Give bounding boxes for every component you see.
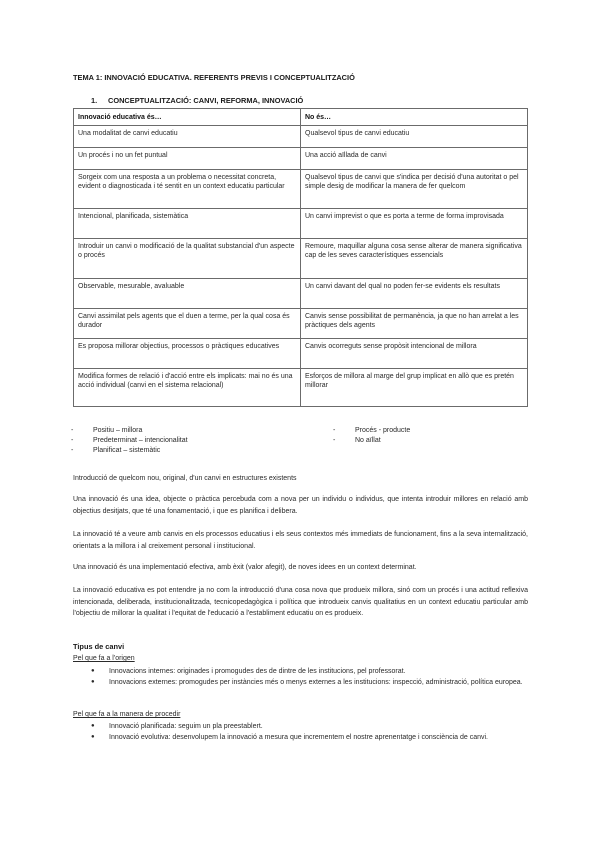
- table-cell: Canvis sense possibilitat de permanència, ja que no han arrelat a les pràctiques dels agents: [301, 309, 528, 339]
- table-header-row: [74, 109, 528, 126]
- table-cell: Observable, mesurable, avaluable: [74, 279, 301, 309]
- table-cell: Intencional, planificada, sistemàtica: [74, 209, 301, 239]
- table-cell: Introduir un canvi o modificació de la qualitat substancial d'un aspecte o procés: [74, 239, 301, 279]
- table-cell: Canvi assimilat pels agents que el duen a terme, per la qual cosa és durador: [74, 309, 301, 339]
- characteristics-right: [335, 426, 410, 446]
- table-cell: Modifica formes de relació i d'acció entre els implicats: mai no és una acció individual (canvi en el sistema relacional): [74, 369, 301, 407]
- table-row: [74, 279, 528, 309]
- table-cell: Qualsevol tipus de canvi educatiu: [301, 126, 528, 148]
- table-row: [74, 309, 528, 339]
- comparison-table: [73, 108, 528, 407]
- table-row: [74, 148, 528, 170]
- tipus-heading: Tipus de canvi: [73, 642, 125, 651]
- list-item: - Procés - producte: [335, 426, 410, 436]
- table-cell: Una modalitat de canvi educatiu: [74, 126, 301, 148]
- paragraph-1: Introducció de quelcom nou, original, d'un canvi en estructures existents: [73, 475, 297, 482]
- manera-list: [91, 721, 528, 743]
- table-row: [74, 170, 528, 209]
- document-title: TEMA 1: INNOVACIÓ EDUCATIVA. REFERENTS PREVIS I CONCEPTUALITZACIÓ: [73, 73, 355, 82]
- manera-subheading: Pel que fa a la manera de procedir: [73, 711, 181, 718]
- table-cell: Qualsevol tipus de canvi que s'indica per decisió d'una autoritat o pel simple desig de modificar la manera de fer quelcom: [301, 170, 528, 209]
- origen-subheading: Pel que fa a l'origen: [73, 655, 135, 662]
- table-header-is: Innovació educativa és…: [74, 109, 301, 126]
- table-cell: Una acció aïllada de canvi: [301, 148, 528, 170]
- list-item: - No aïllat: [335, 436, 410, 446]
- characteristics-left: [73, 426, 188, 456]
- table-cell: Un canvi davant del qual no poden fer-se evidents els resultats: [301, 279, 528, 309]
- bullet-icon: ●: [91, 668, 95, 674]
- origen-list: [91, 666, 528, 688]
- table-cell: Remoure, maquillar alguna cosa sense alterar de manera significativa cap de les seves característiques essencials: [301, 239, 528, 279]
- table-cell: Sorgeix com una resposta a un problema o necessitat concreta, evident o diagnosticada i té sentit en un context educatiu particular: [74, 170, 301, 209]
- table-row: [74, 339, 528, 369]
- table-row: [74, 209, 528, 239]
- list-item: - Predeterminat – intencionalitat: [73, 436, 188, 446]
- table-header-is-not: No és…: [301, 109, 528, 126]
- section-title: CONCEPTUALITZACIÓ: CANVI, REFORMA, INNOVACIÓ: [108, 96, 304, 105]
- list-item: ● Innovació evolutiva: desenvolupem la innovació a mesura que incrementem el nostre aprenentatge i consciència de canvi.: [91, 732, 528, 743]
- table-row: [74, 126, 528, 148]
- list-item: ● Innovacions externes: promogudes per instàncies més o menys externes a les institucions: inspecció, administració, política europea.: [91, 677, 528, 688]
- list-item: ● Innovació planificada: seguim un pla preestablert.: [91, 721, 528, 732]
- table-cell: Un procés i no un fet puntual: [74, 148, 301, 170]
- bullet-icon: ●: [91, 723, 95, 729]
- table-cell: Esforços de millora al marge del grup implicat en allò que es pretén millorar: [301, 369, 528, 407]
- paragraph-5: La innovació educativa es pot entendre ja no com la introducció d'una cosa nova que produeix millora, sinó com un procés i una actitud reflexiva intencionada, deliberada, institucionalitzada, tecnicopedagògica i política que introdueix canvis qualitatius en un context educatiu particular amb l'objectiu de millorar la qualitat i l'equitat de l'educació a l'establiment educatiu on es produeix.: [73, 587, 528, 618]
- table-cell: Un canvi imprevist o que es porta a terme de forma improvisada: [301, 209, 528, 239]
- table-row: [74, 369, 528, 407]
- paragraph-4: Una innovació és una implementació efectiva, amb èxit (valor afegit), de noves idees en un context determinat.: [73, 564, 417, 571]
- list-item: - Planificat – sistemàtic: [73, 446, 188, 456]
- paragraph-3: La innovació té a veure amb canvis en els processos educatius i els seus contextos més immediats de funcionament, fins a la seva internalització, orientats a la millora i al creixement personal i institucional.: [73, 531, 528, 550]
- list-item: - Positiu – millora: [73, 426, 188, 436]
- table-cell: Canvis ocorreguts sense propòsit intencional de millora: [301, 339, 528, 369]
- bullet-icon: ●: [91, 679, 95, 686]
- section-heading: [91, 96, 303, 105]
- paragraph-2: Una innovació és una idea, objecte o pràctica percebuda com a nova per un individu o individus, que intenta introduir millores en relació amb objectius desitjats, que té una fonamentació, i que es planifica i delibera.: [73, 496, 528, 515]
- table-row: [74, 239, 528, 279]
- list-item: ● Innovacions internes: originades i promogudes des de dintre de les institucions, pel professorat.: [91, 666, 528, 677]
- section-number: 1.: [91, 96, 98, 105]
- bullet-icon: ●: [91, 734, 95, 741]
- table-cell: Es proposa millorar objectius, processos o pràctiques educatives: [74, 339, 301, 369]
